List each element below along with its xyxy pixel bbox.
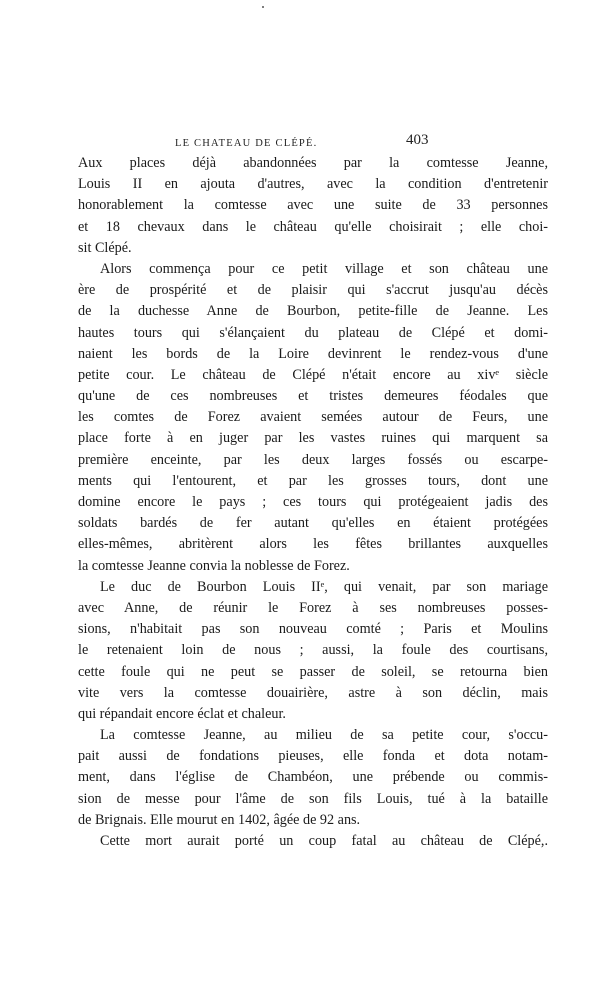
text-line: hautes tours qui s'élançaient du plateau de Clépé et domi- [78, 324, 548, 341]
text-line: de Brignais. Elle mourut en 1402, âgée de 92 ans. [78, 811, 361, 828]
text-line: sit Clépé. [78, 239, 132, 256]
text-line: ère de prospérité et de plaisir qui s'accrut jusqu'au décès [78, 282, 548, 299]
text-line: La comtesse Jeanne, au milieu de sa petite cour, s'occu- [100, 727, 548, 744]
text-line: pait aussi de fondations pieuses, elle fonda et dota notam- [78, 748, 548, 765]
text-line: ment, dans l'église de Chambéon, une prébende ou commis- [78, 769, 548, 786]
paragraph [78, 577, 548, 725]
text-line: le retenaient loin de nous ; aussi, la foule des courtisans, [78, 642, 548, 659]
text-line: avec Anne, de réunir le Forez à ses nombreuses posses- [78, 599, 548, 616]
text-line: Le duc de Bourbon Louis IIᵉ, qui venait, par son mariage [100, 578, 548, 595]
text-line: Cette mort aurait porté un coup fatal au château de Clépé,. [100, 833, 548, 849]
page-header [80, 132, 560, 154]
text-line: sions, n'habitait pas son nouveau comté ; Paris et Moulins [78, 621, 548, 638]
text-line: Louis II en ajouta d'autres, avec la condition d'entretenir [78, 176, 548, 193]
text-line: ments qui l'entourent, et par les grosses tours, dont une [78, 472, 548, 489]
paragraph [78, 831, 548, 852]
page-number: 403 [406, 132, 429, 148]
text-line: première enceinte, par les deux larges fossés ou escarpe- [78, 451, 548, 468]
body-text [78, 153, 548, 852]
text-line: les comtes de Forez avaient semées autour de Feurs, une [78, 409, 548, 426]
text-line: qui répandait encore éclat et chaleur. [78, 705, 286, 722]
text-line: et 18 chevaux dans le château qu'elle choisirait ; elle choi- [78, 218, 548, 235]
text-line: qu'une de ces nombreuses et tristes demeures féodales que [78, 388, 548, 405]
print-speck [262, 6, 264, 8]
text-line: domine encore le pays ; ces tours qui protégeaient jadis des [78, 494, 548, 510]
text-line: Alors commença pour ce petit village et son château une [100, 260, 548, 277]
text-line: place forte à en juger par les vastes ruines qui marquent sa [78, 430, 548, 447]
text-line: de la duchesse Anne de Bourbon, petite-fille de Jeanne. Les [78, 303, 548, 320]
text-line: la comtesse Jeanne convia la noblesse de Forez. [78, 557, 350, 574]
paragraph [78, 153, 548, 259]
text-line: petite cour. Le château de Clépé n'était encore au xivᵉ siècle [78, 366, 548, 383]
text-line: naient les bords de la Loire devinrent le rendez-vous d'une [78, 345, 548, 362]
text-line: elles-mêmes, abritèrent alors les fêtes brillantes auxquelles [78, 536, 548, 553]
text-line: soldats bardés de fer autant qu'elles en étaient protégées [78, 515, 548, 532]
text-line: cette foule qui ne peut se passer de soleil, se retourna bien [78, 663, 548, 680]
text-line: honorablement la comtesse avec une suite de 33 personnes [78, 197, 548, 214]
running-title: LE CHATEAU DE CLÉPÉ. [175, 138, 318, 149]
text-line: vite vers la comtesse douairière, astre à son déclin, mais [78, 684, 548, 701]
text-line: sion de messe pour l'âme de son fils Louis, tué à la bataille [78, 790, 548, 807]
paragraph [78, 259, 548, 577]
paragraph [78, 725, 548, 831]
text-line: Aux places déjà abandonnées par la comtesse Jeanne, [78, 155, 548, 171]
